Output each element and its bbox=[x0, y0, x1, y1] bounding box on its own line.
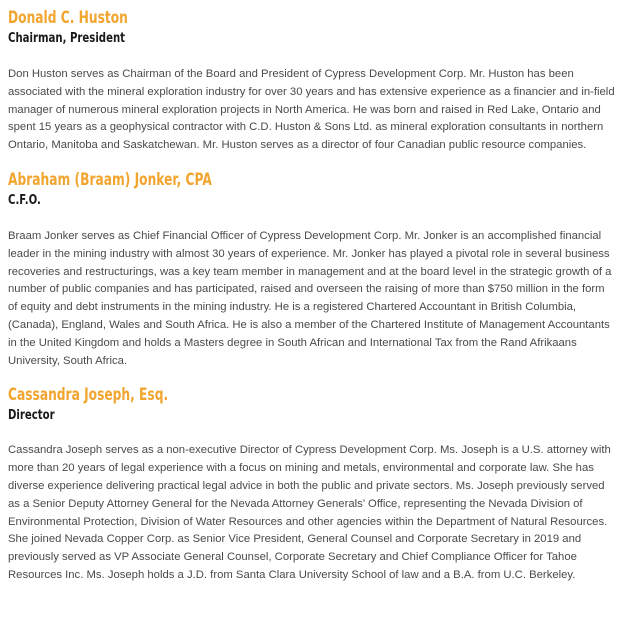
person-bio: Don Huston serves as Chairman of the Board and President of Cypress Development Corp. Mr. Huston has been associated with the mineral exploration industry for over 30 years and has extensive experience as a financier and in-field manager of numerous mineral exploration projects in North America. He was born and raised in Red Lake, Ontario and spent 15 years as a geophysical contractor with C.D. Huston & Sons Ltd. as mineral exploration consultants in northern Ontario, Manitoba and Saskatchewan. Mr. Huston serves as a director of four Canadian public resource companies. bbox=[8, 68, 615, 152]
person-name: Abraham (Braam) Jonker, CPA bbox=[8, 169, 212, 190]
person-bio: Cassandra Joseph serves as a non-executive Director of Cypress Development Corp. Ms. Joseph is a U.S. attorney with more than 20 years of legal experience with a focus on mining and metals, environmental and corporate law. She has diverse experience delivering practical legal advice in both the public and private sectors. Ms. Joseph previously served as a Senior Deputy Attorney General for the Nevada Attorney Generals’ Office, representing the Nevada Division of Environmental Protection, Division of Water Resources and other agencies within the Department of Natural Resources. She joined Nevada Copper Corp. as Senior Vice President, General Counsel and Corporate Secretary in 2019 and previously served as VP Associate General Counsel, Corporate Secretary and Chief Compliance Officer for Tahoe Resources Inc. Ms. Joseph holds a J.D. from Santa Clara University School of law and a B.A. from U.C. Berkeley. bbox=[8, 444, 611, 581]
person-title: Chairman, President bbox=[8, 31, 126, 46]
person-bio: Braam Jonker serves as Chief Financial Officer of Cypress Development Corp. Mr. Jonker is an accomplished financial leader in the mining industry with almost 30 years of experience. Mr. Jonker has played a pivotal role in several business recoveries and restructurings, was a key team member in management and at the board level in the strategic growth of a number of public companies and has participated, raised and overseen the raising of more than $750 million in the form of equity and debt instruments in the mining industry. He is a registered Chartered Accountant in British Columbia, (Canada), England, Wales and South Africa. He is also a member of the Chartered Institute of Management Accountants in the United Kingdom and holds a Masters degree in South African and International Tax from the Rand Afrikaans University, South Africa. bbox=[8, 229, 612, 367]
person-title: Director bbox=[8, 408, 55, 424]
person-name: Donald C. Huston bbox=[8, 8, 128, 28]
person-card-joseph bbox=[8, 383, 618, 584]
person-card-huston bbox=[8, 6, 618, 155]
team-list bbox=[8, 6, 618, 585]
person-title: C.F.O. bbox=[8, 192, 41, 208]
person-card-jonker bbox=[8, 168, 618, 370]
person-name: Cassandra Joseph, Esq. bbox=[8, 385, 169, 406]
